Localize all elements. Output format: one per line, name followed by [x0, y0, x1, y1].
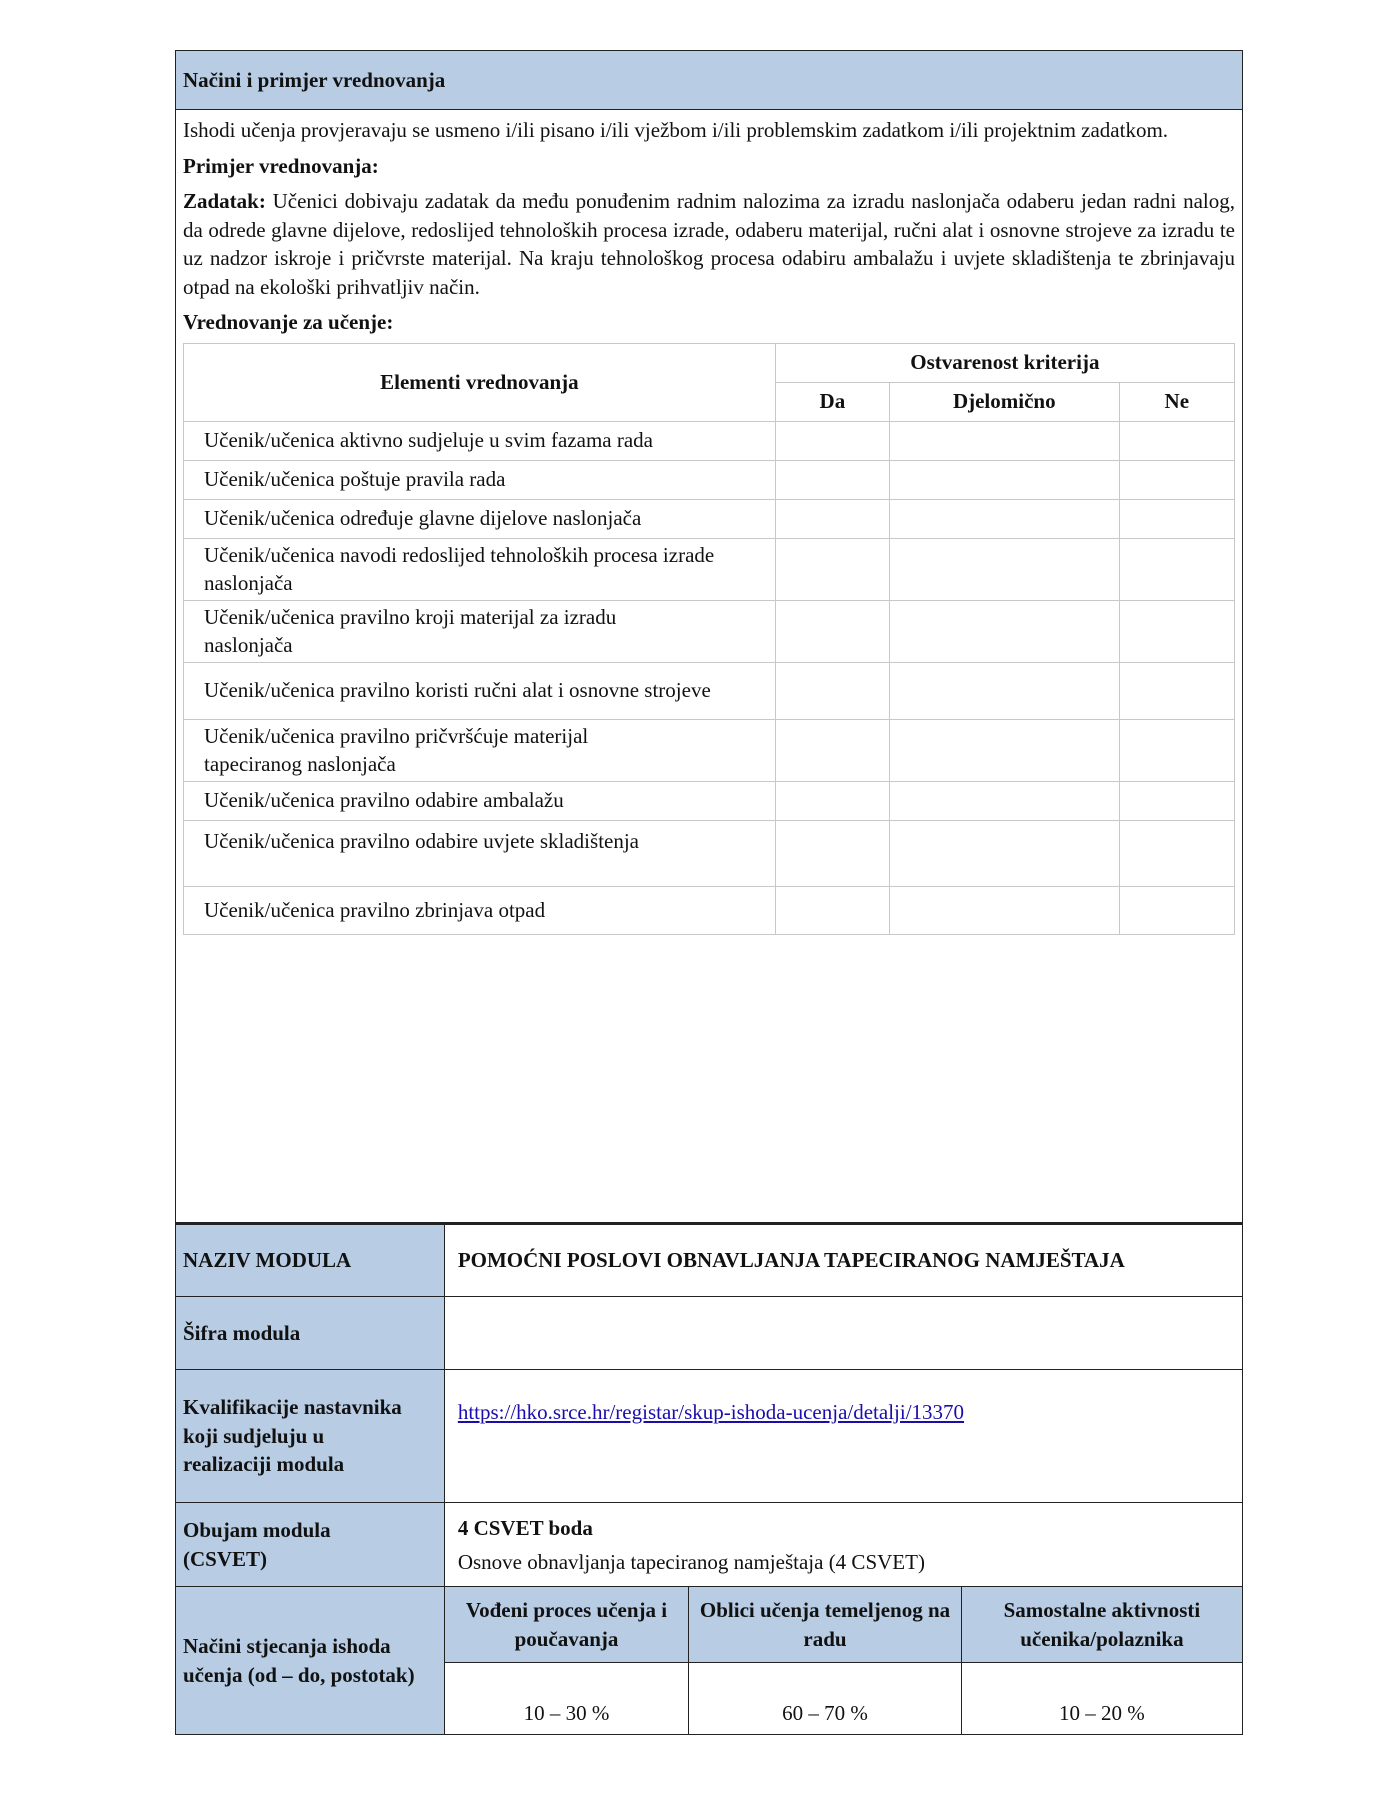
- module-code-label: Šifra modula: [176, 1297, 445, 1370]
- cell-ne[interactable]: [1119, 820, 1234, 886]
- cell-da[interactable]: [775, 781, 889, 820]
- cell-ne[interactable]: [1119, 499, 1234, 538]
- qualifications-link[interactable]: https://hko.srce.hr/registar/skup-ishoda-ucenja/detalji/13370: [457, 1400, 965, 1424]
- cell-ne[interactable]: [1119, 886, 1234, 934]
- method-guided-label: Vođeni proces učenja i poučavanja: [444, 1587, 688, 1663]
- cell-da[interactable]: [775, 499, 889, 538]
- table-row: [184, 886, 1235, 934]
- methods-label: Načini stjecanja ishoda učenja (od – do, postotak): [176, 1587, 445, 1735]
- module-name-row: [176, 1224, 1243, 1297]
- method-work-based-label: Oblici učenja temeljenog na radu: [689, 1587, 962, 1663]
- table-row: [184, 662, 1235, 719]
- cell-da[interactable]: [775, 820, 889, 886]
- table-row: [184, 820, 1235, 886]
- qualifications-label: Kvalifikacije nastavnika koji sudjeluju u realizaciji modula: [176, 1370, 445, 1503]
- cell-djelomicno[interactable]: [889, 460, 1119, 499]
- cell-djelomicno[interactable]: [889, 600, 1119, 662]
- module-name-label: NAZIV MODULA: [176, 1224, 445, 1297]
- col-da: Da: [775, 382, 889, 421]
- method-work-based-value: 60 – 70 %: [689, 1663, 962, 1735]
- col-elements: Elementi vrednovanja: [184, 343, 776, 421]
- task-text: Učenici dobivaju zadatak da među ponuđenim radnim nalozima za izradu naslonjača odaberu jedan radni nalog, da odrede glavne dijelove, redoslijed tehnoloških procesa izrade, odaberu materijal, ručni alat i osnovne strojeve za izradu te uz nadzor iskroje i pričvrste materijal. Na kraju tehnološkog procesa odabiru ambalažu i uvjete skladištenja te zbrinjavaju otpad na ekološki prihvatljiv način.: [183, 189, 1235, 299]
- cell-da[interactable]: [775, 600, 889, 662]
- table-row: [184, 538, 1235, 600]
- cell-ne[interactable]: [1119, 781, 1234, 820]
- cell-ne[interactable]: [1119, 421, 1234, 460]
- cell-djelomicno[interactable]: [889, 719, 1119, 781]
- assessment-section: [175, 50, 1243, 1222]
- table-row: [184, 781, 1235, 820]
- col-djelomicno: Djelomično: [889, 382, 1119, 421]
- cell-ne[interactable]: [1119, 538, 1234, 600]
- example-heading: Primjer vrednovanja:: [183, 153, 379, 178]
- cell-djelomicno[interactable]: [889, 499, 1119, 538]
- criterion-text: Učenik/učenica pravilno zbrinjava otpad: [184, 886, 776, 934]
- cell-djelomicno[interactable]: [889, 781, 1119, 820]
- cell-djelomicno[interactable]: [889, 886, 1119, 934]
- criterion-text: Učenik/učenica pravilno koristi ručni alat i osnovne strojeve: [184, 662, 776, 719]
- assessment-body: [176, 110, 1242, 1222]
- table-row: [184, 499, 1235, 538]
- criterion-text: Učenik/učenica aktivno sudjeluje u svim fazama rada: [184, 421, 776, 460]
- assessment-header: Načini i primjer vrednovanja: [176, 51, 1242, 110]
- cell-da[interactable]: [775, 538, 889, 600]
- cell-da[interactable]: [775, 886, 889, 934]
- cell-ne[interactable]: [1119, 460, 1234, 499]
- criterion-text: Učenik/učenica pravilno odabire ambalažu: [184, 781, 776, 820]
- task-paragraph: [183, 187, 1235, 301]
- criterion-text: Učenik/učenica pravilno odabire uvjete skladištenja: [184, 820, 776, 886]
- module-qualifications-row: [176, 1370, 1243, 1503]
- method-independent-value: 10 – 20 %: [961, 1663, 1242, 1735]
- criterion-text: Učenik/učenica navodi redoslijed tehnoloških procesa izrade naslonjača: [184, 538, 776, 600]
- criterion-text: Učenik/učenica određuje glavne dijelove naslonjača: [184, 499, 776, 538]
- learning-heading: Vrednovanje za učenje:: [183, 310, 394, 334]
- cell-da[interactable]: [775, 662, 889, 719]
- table-row: [184, 421, 1235, 460]
- cell-djelomicno[interactable]: [889, 662, 1119, 719]
- criteria-table: [183, 343, 1235, 935]
- cell-djelomicno[interactable]: [889, 538, 1119, 600]
- criterion-text: Učenik/učenica pravilno kroji materijal za izradu naslonjača: [184, 600, 776, 662]
- volume-note: Osnove obnavljanja tapeciranog namještaja (4 CSVET): [457, 1549, 925, 1574]
- module-volume-row: [176, 1503, 1243, 1587]
- cell-djelomicno[interactable]: [889, 421, 1119, 460]
- task-label: Zadatak:: [183, 189, 266, 213]
- col-group-ostvarenost: Ostvarenost kriterija: [775, 343, 1234, 382]
- cell-da[interactable]: [775, 719, 889, 781]
- criterion-text: Učenik/učenica pravilno pričvršćuje materijal tapeciranog naslonjača: [184, 719, 776, 781]
- assessment-intro: Ishodi učenja provjeravaju se usmeno i/ili pisano i/ili vježbom i/ili problemskim zadatkom i/ili projektnim zadatkom.: [183, 118, 1169, 142]
- method-guided-value: 10 – 30 %: [444, 1663, 688, 1735]
- table-row: [184, 460, 1235, 499]
- module-name-value: POMOĆNI POSLOVI OBNAVLJANJA TAPECIRANOG NAMJEŠTAJA: [444, 1224, 1242, 1297]
- cell-ne[interactable]: [1119, 719, 1234, 781]
- criterion-text: Učenik/učenica poštuje pravila rada: [184, 460, 776, 499]
- cell-ne[interactable]: [1119, 662, 1234, 719]
- table-row: [184, 719, 1235, 781]
- cell-da[interactable]: [775, 421, 889, 460]
- volume-value: 4 CSVET boda: [457, 1515, 593, 1540]
- table-row: [184, 600, 1235, 662]
- module-code-row: [176, 1297, 1243, 1370]
- document-page: [175, 50, 1243, 1735]
- cell-ne[interactable]: [1119, 600, 1234, 662]
- cell-djelomicno[interactable]: [889, 820, 1119, 886]
- module-code-value: [444, 1297, 1242, 1370]
- cell-da[interactable]: [775, 460, 889, 499]
- module-table: [175, 1222, 1243, 1735]
- col-ne: Ne: [1119, 382, 1234, 421]
- method-independent-label: Samostalne aktivnosti učenika/polaznika: [961, 1587, 1242, 1663]
- volume-label: Obujam modula (CSVET): [176, 1503, 445, 1587]
- methods-header-row: [176, 1587, 1243, 1663]
